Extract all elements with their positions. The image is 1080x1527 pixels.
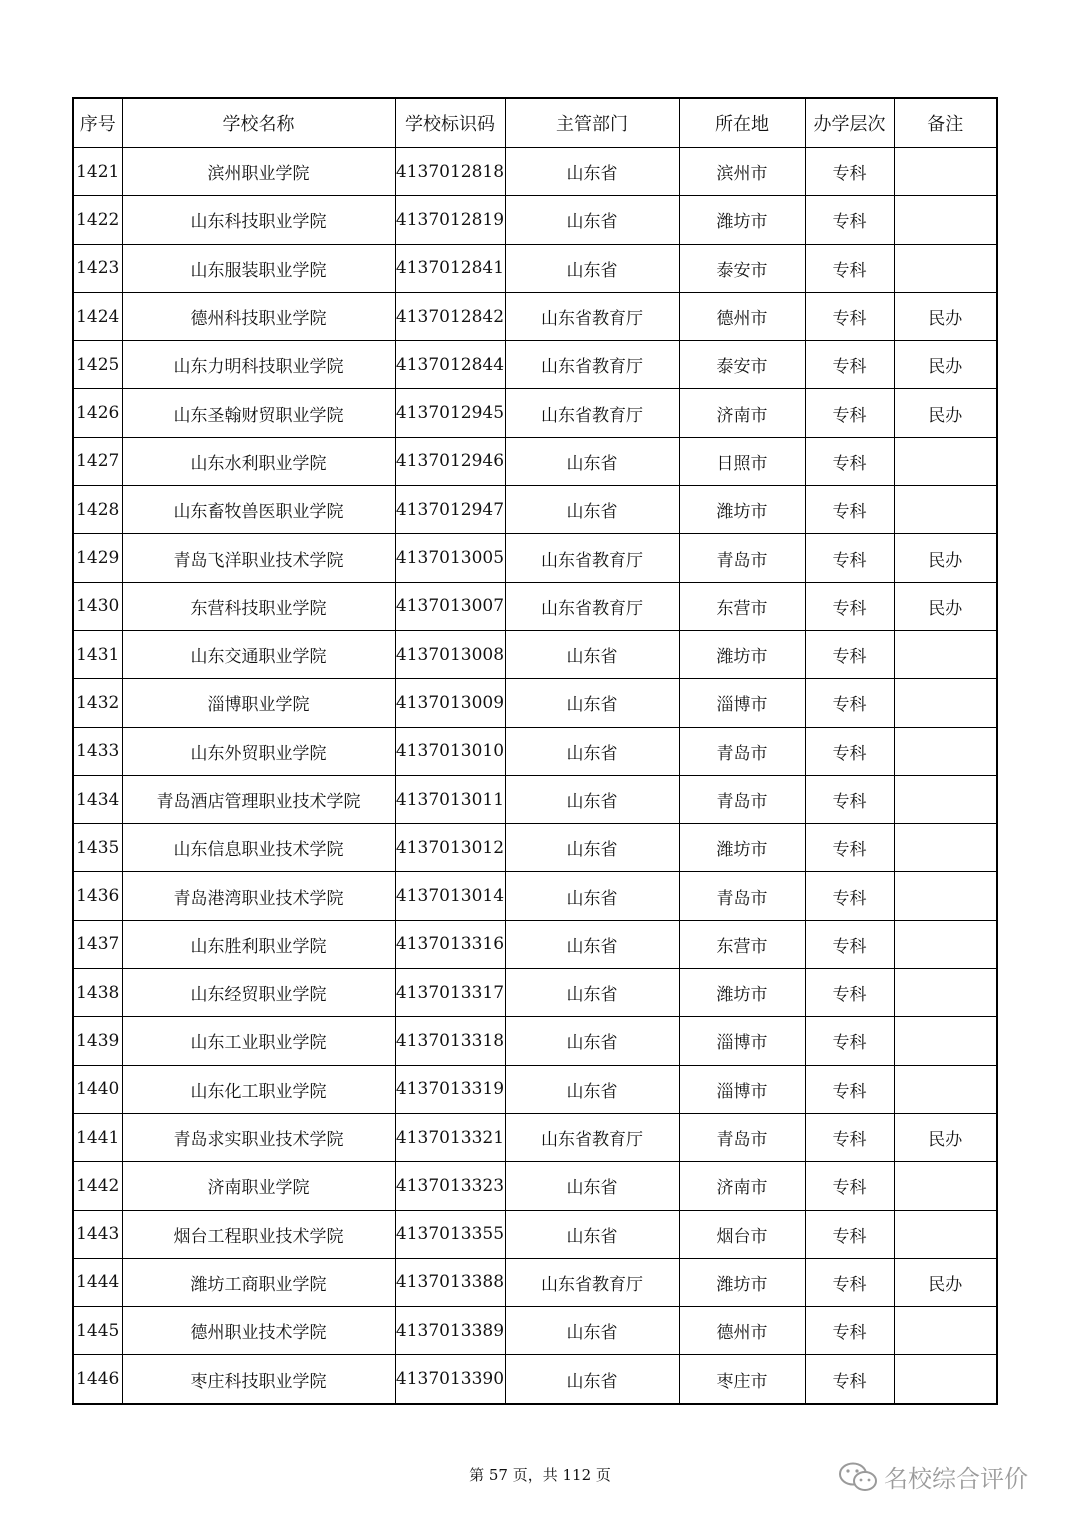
cell-seq: 1438 [73, 969, 122, 1017]
cell-school-name: 山东工业职业学院 [122, 1017, 395, 1065]
table-row [73, 1162, 997, 1210]
cell-school-code: 4137013319 [395, 1065, 505, 1113]
table-row [73, 1258, 997, 1306]
table-row [73, 969, 997, 1017]
cell-department: 山东省 [505, 1210, 679, 1258]
cell-seq: 1445 [73, 1307, 122, 1355]
cell-remarks [894, 196, 997, 244]
cell-level: 专科 [805, 1355, 894, 1404]
cell-school-name: 东营科技职业学院 [122, 582, 395, 630]
cell-school-name: 德州科技职业学院 [122, 292, 395, 340]
table-row [73, 148, 997, 196]
cell-school-name: 山东畜牧兽医职业学院 [122, 486, 395, 534]
cell-remarks [894, 244, 997, 292]
table-row [73, 1065, 997, 1113]
cell-remarks [894, 920, 997, 968]
cell-remarks: 民办 [894, 582, 997, 630]
cell-department: 山东省教育厅 [505, 582, 679, 630]
cell-location: 潍坊市 [679, 630, 805, 678]
cell-location: 淄博市 [679, 1065, 805, 1113]
cell-seq: 1440 [73, 1065, 122, 1113]
cell-school-code: 4137012819 [395, 196, 505, 244]
table-row [73, 775, 997, 823]
cell-school-code: 4137012818 [395, 148, 505, 196]
header-level: 办学层次 [805, 98, 894, 148]
header-seq: 序号 [73, 98, 122, 148]
table-row [73, 727, 997, 775]
table-row [73, 1017, 997, 1065]
cell-school-code: 4137012842 [395, 292, 505, 340]
table-row [73, 1355, 997, 1404]
table-row [73, 824, 997, 872]
cell-level: 专科 [805, 1307, 894, 1355]
cell-level: 专科 [805, 486, 894, 534]
table-row [73, 920, 997, 968]
header-remarks: 备注 [894, 98, 997, 148]
cell-department: 山东省 [505, 437, 679, 485]
cell-seq: 1433 [73, 727, 122, 775]
cell-school-code: 4137013388 [395, 1258, 505, 1306]
cell-department: 山东省教育厅 [505, 292, 679, 340]
cell-level: 专科 [805, 582, 894, 630]
cell-department: 山东省 [505, 486, 679, 534]
cell-level: 专科 [805, 1210, 894, 1258]
cell-remarks [894, 1162, 997, 1210]
cell-school-code: 4137013323 [395, 1162, 505, 1210]
cell-remarks: 民办 [894, 534, 997, 582]
table-row [73, 292, 997, 340]
cell-department: 山东省 [505, 196, 679, 244]
cell-department: 山东省教育厅 [505, 389, 679, 437]
cell-seq: 1424 [73, 292, 122, 340]
cell-school-code: 4137013390 [395, 1355, 505, 1404]
cell-remarks [894, 1017, 997, 1065]
cell-school-code: 4137012841 [395, 244, 505, 292]
cell-level: 专科 [805, 1113, 894, 1161]
cell-department: 山东省 [505, 630, 679, 678]
page-footer: 第 57 页，共 112 页 [469, 1466, 611, 1484]
cell-school-code: 4137013005 [395, 534, 505, 582]
cell-school-code: 4137013010 [395, 727, 505, 775]
cell-seq: 1423 [73, 244, 122, 292]
cell-school-code: 4137012946 [395, 437, 505, 485]
cell-location: 东营市 [679, 582, 805, 630]
cell-level: 专科 [805, 630, 894, 678]
cell-location: 滨州市 [679, 148, 805, 196]
cell-school-code: 4137013011 [395, 775, 505, 823]
cell-department: 山东省教育厅 [505, 341, 679, 389]
table-row [73, 534, 997, 582]
cell-location: 泰安市 [679, 341, 805, 389]
cell-level: 专科 [805, 872, 894, 920]
cell-school-code: 4137013007 [395, 582, 505, 630]
cell-school-code: 4137013008 [395, 630, 505, 678]
cell-department: 山东省 [505, 1307, 679, 1355]
cell-location: 潍坊市 [679, 486, 805, 534]
cell-location: 济南市 [679, 1162, 805, 1210]
cell-school-code: 4137013012 [395, 824, 505, 872]
cell-location: 淄博市 [679, 679, 805, 727]
cell-school-name: 济南职业学院 [122, 1162, 395, 1210]
table-body [73, 148, 997, 1404]
table-row [73, 437, 997, 485]
table-row [73, 1307, 997, 1355]
cell-remarks: 民办 [894, 389, 997, 437]
cell-school-name: 山东外贸职业学院 [122, 727, 395, 775]
cell-school-name: 潍坊工商职业学院 [122, 1258, 395, 1306]
cell-location: 德州市 [679, 292, 805, 340]
cell-level: 专科 [805, 196, 894, 244]
cell-school-code: 4137013318 [395, 1017, 505, 1065]
table-row [73, 1210, 997, 1258]
cell-department: 山东省 [505, 824, 679, 872]
cell-seq: 1431 [73, 630, 122, 678]
header-school-code: 学校标识码 [395, 98, 505, 148]
watermark-text: 名校综合评价 [884, 1465, 1028, 1493]
cell-remarks [894, 630, 997, 678]
header-department: 主管部门 [505, 98, 679, 148]
cell-level: 专科 [805, 1162, 894, 1210]
table-row [73, 872, 997, 920]
cell-location: 淄博市 [679, 1017, 805, 1065]
cell-location: 潍坊市 [679, 196, 805, 244]
cell-location: 日照市 [679, 437, 805, 485]
cell-school-name: 山东服装职业学院 [122, 244, 395, 292]
cell-level: 专科 [805, 389, 894, 437]
cell-department: 山东省 [505, 679, 679, 727]
cell-seq: 1436 [73, 872, 122, 920]
cell-seq: 1444 [73, 1258, 122, 1306]
cell-location: 东营市 [679, 920, 805, 968]
cell-location: 济南市 [679, 389, 805, 437]
cell-remarks [894, 486, 997, 534]
cell-school-name: 青岛港湾职业技术学院 [122, 872, 395, 920]
cell-school-name: 山东信息职业技术学院 [122, 824, 395, 872]
cell-school-name: 青岛求实职业技术学院 [122, 1113, 395, 1161]
cell-location: 德州市 [679, 1307, 805, 1355]
cell-school-code: 4137012945 [395, 389, 505, 437]
cell-seq: 1430 [73, 582, 122, 630]
cell-remarks: 民办 [894, 341, 997, 389]
cell-department: 山东省 [505, 775, 679, 823]
cell-remarks: 民办 [894, 1113, 997, 1161]
table-row [73, 582, 997, 630]
cell-department: 山东省教育厅 [505, 1113, 679, 1161]
cell-remarks [894, 969, 997, 1017]
cell-seq: 1426 [73, 389, 122, 437]
cell-remarks [894, 148, 997, 196]
cell-seq: 1421 [73, 148, 122, 196]
cell-department: 山东省 [505, 1017, 679, 1065]
cell-seq: 1435 [73, 824, 122, 872]
cell-school-name: 山东科技职业学院 [122, 196, 395, 244]
cell-location: 青岛市 [679, 1113, 805, 1161]
cell-level: 专科 [805, 969, 894, 1017]
cell-school-code: 4137012947 [395, 486, 505, 534]
cell-school-name: 山东力明科技职业学院 [122, 341, 395, 389]
cell-level: 专科 [805, 775, 894, 823]
cell-school-code: 4137013389 [395, 1307, 505, 1355]
cell-department: 山东省 [505, 969, 679, 1017]
cell-remarks [894, 679, 997, 727]
cell-seq: 1443 [73, 1210, 122, 1258]
cell-school-code: 4137013355 [395, 1210, 505, 1258]
cell-school-name: 山东交通职业学院 [122, 630, 395, 678]
cell-location: 青岛市 [679, 534, 805, 582]
cell-remarks [894, 872, 997, 920]
cell-seq: 1441 [73, 1113, 122, 1161]
cell-school-code: 4137013009 [395, 679, 505, 727]
cell-department: 山东省教育厅 [505, 534, 679, 582]
cell-school-code: 4137013317 [395, 969, 505, 1017]
wechat-icon [838, 1461, 878, 1493]
table-row [73, 341, 997, 389]
cell-level: 专科 [805, 727, 894, 775]
cell-level: 专科 [805, 1065, 894, 1113]
cell-department: 山东省教育厅 [505, 1258, 679, 1306]
cell-school-name: 淄博职业学院 [122, 679, 395, 727]
cell-department: 山东省 [505, 727, 679, 775]
cell-remarks [894, 775, 997, 823]
cell-seq: 1429 [73, 534, 122, 582]
cell-location: 青岛市 [679, 775, 805, 823]
table-row [73, 486, 997, 534]
cell-level: 专科 [805, 1017, 894, 1065]
cell-school-name: 山东圣翰财贸职业学院 [122, 389, 395, 437]
cell-seq: 1442 [73, 1162, 122, 1210]
cell-remarks [894, 1210, 997, 1258]
cell-school-name: 青岛酒店管理职业技术学院 [122, 775, 395, 823]
cell-location: 潍坊市 [679, 824, 805, 872]
cell-location: 枣庄市 [679, 1355, 805, 1404]
cell-remarks [894, 1307, 997, 1355]
table-header-row [73, 98, 997, 148]
cell-level: 专科 [805, 244, 894, 292]
cell-location: 潍坊市 [679, 969, 805, 1017]
cell-school-name: 枣庄科技职业学院 [122, 1355, 395, 1404]
cell-school-name: 山东胜利职业学院 [122, 920, 395, 968]
cell-level: 专科 [805, 148, 894, 196]
cell-school-name: 山东经贸职业学院 [122, 969, 395, 1017]
cell-department: 山东省 [505, 244, 679, 292]
cell-department: 山东省 [505, 920, 679, 968]
cell-location: 潍坊市 [679, 1258, 805, 1306]
cell-level: 专科 [805, 534, 894, 582]
cell-level: 专科 [805, 679, 894, 727]
cell-seq: 1422 [73, 196, 122, 244]
cell-remarks [894, 1355, 997, 1404]
cell-remarks [894, 727, 997, 775]
cell-school-name: 德州职业技术学院 [122, 1307, 395, 1355]
cell-school-name: 山东水利职业学院 [122, 437, 395, 485]
header-location: 所在地 [679, 98, 805, 148]
cell-school-code: 4137013321 [395, 1113, 505, 1161]
cell-seq: 1437 [73, 920, 122, 968]
cell-seq: 1439 [73, 1017, 122, 1065]
cell-location: 青岛市 [679, 727, 805, 775]
cell-level: 专科 [805, 920, 894, 968]
cell-school-name: 烟台工程职业技术学院 [122, 1210, 395, 1258]
cell-level: 专科 [805, 437, 894, 485]
cell-remarks: 民办 [894, 292, 997, 340]
cell-seq: 1428 [73, 486, 122, 534]
cell-level: 专科 [805, 292, 894, 340]
header-school-name: 学校名称 [122, 98, 395, 148]
cell-school-code: 4137013316 [395, 920, 505, 968]
cell-location: 泰安市 [679, 244, 805, 292]
table-row [73, 679, 997, 727]
cell-department: 山东省 [505, 1065, 679, 1113]
cell-school-name: 山东化工职业学院 [122, 1065, 395, 1113]
cell-school-code: 4137012844 [395, 341, 505, 389]
cell-department: 山东省 [505, 1162, 679, 1210]
cell-remarks: 民办 [894, 1258, 997, 1306]
cell-level: 专科 [805, 1258, 894, 1306]
cell-department: 山东省 [505, 1355, 679, 1404]
cell-department: 山东省 [505, 148, 679, 196]
table-row [73, 244, 997, 292]
cell-seq: 1446 [73, 1355, 122, 1404]
cell-school-name: 滨州职业学院 [122, 148, 395, 196]
cell-remarks [894, 437, 997, 485]
cell-seq: 1427 [73, 437, 122, 485]
school-table [72, 97, 998, 1405]
table-row [73, 1113, 997, 1161]
cell-remarks [894, 824, 997, 872]
cell-school-code: 4137013014 [395, 872, 505, 920]
cell-remarks [894, 1065, 997, 1113]
cell-level: 专科 [805, 341, 894, 389]
table-row [73, 389, 997, 437]
cell-location: 青岛市 [679, 872, 805, 920]
cell-seq: 1425 [73, 341, 122, 389]
cell-seq: 1434 [73, 775, 122, 823]
cell-level: 专科 [805, 824, 894, 872]
watermark [838, 1459, 1028, 1494]
table-row [73, 630, 997, 678]
table-row [73, 196, 997, 244]
cell-department: 山东省 [505, 872, 679, 920]
cell-school-name: 青岛飞洋职业技术学院 [122, 534, 395, 582]
cell-location: 烟台市 [679, 1210, 805, 1258]
cell-seq: 1432 [73, 679, 122, 727]
